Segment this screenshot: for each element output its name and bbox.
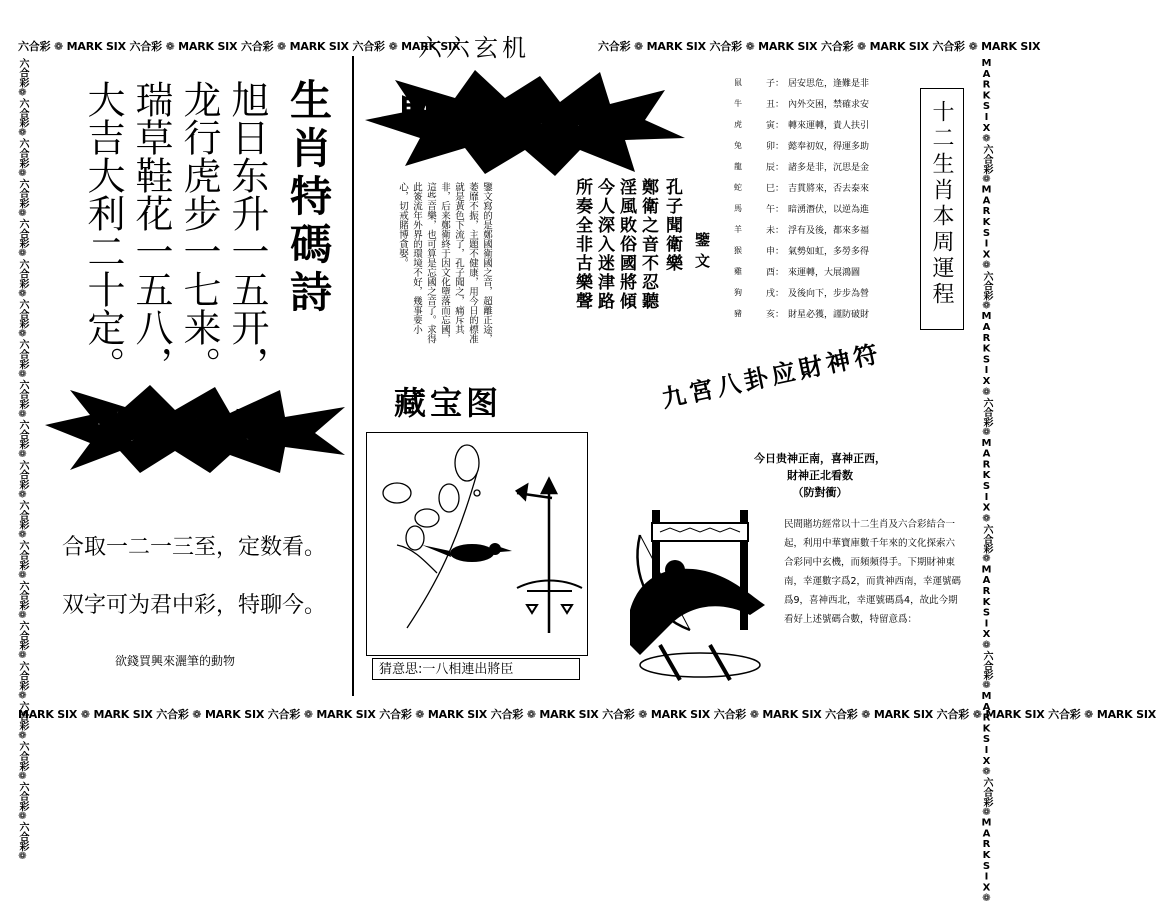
horseman-archer-icon bbox=[600, 505, 776, 690]
zodiac-row bbox=[734, 93, 910, 113]
zodiac-fortune: 吉貫將來，否去泰來 bbox=[788, 183, 870, 194]
gods-line-3: （防對衝） bbox=[792, 486, 848, 499]
flower-branch-icon bbox=[383, 445, 480, 628]
border-strip-left: 六合彩❁六合彩❁六合彩❁六合彩❁六合彩❁六合彩❁六合彩❁六合彩❁六合彩❁六合彩❁六合彩❁六合彩❁六合彩❁六合彩❁六合彩❁六合彩❁六合彩❁六合彩❁六合彩❁六合彩❁ bbox=[17, 58, 28, 863]
poem-line-4: 大吉大利二十定。 bbox=[81, 80, 125, 384]
arrow-icon bbox=[517, 479, 556, 633]
border-strip-top: 六合彩 ❁ MARK SIX 六合彩 ❁ MARK SIX 六合彩 ❁ MARK SIX 六合彩 ❁ MARK SIX bbox=[18, 40, 461, 53]
rooster-icon: 雞 bbox=[734, 266, 742, 276]
zodiac-row bbox=[734, 177, 910, 197]
zodiac-branch: 未： bbox=[766, 225, 785, 236]
bagua-title: 九宮八卦应財神符 bbox=[659, 338, 885, 414]
bird-icon bbox=[422, 543, 512, 562]
verse-commentary: 鑒文寫的是鄭國衛國之音，超離正途，萎靡不振，主題不健康，用今日的標准就是黃色下流了，孔子聞之，痛斥其非，后来鄭衛終于因文化墮落而忘國，這些音樂，也可算是忘國之音了。求得此簽流年外界的環境不好，幾事要小心，切戒賭博貪娶。 bbox=[397, 182, 492, 344]
ox-icon: 牛 bbox=[734, 98, 742, 108]
win-money-label: 一句贏錢訣 bbox=[70, 408, 255, 448]
zodiac-fortune: 轉來運轉，貴人扶引 bbox=[788, 120, 870, 131]
zodiac-branch: 丑： bbox=[766, 99, 785, 110]
gods-line-1: 今日贵神正南，喜神正西， bbox=[754, 452, 886, 465]
treasure-illustration bbox=[367, 433, 587, 655]
zodiac-branch: 酉： bbox=[766, 267, 785, 278]
weekly-fortune-title: 十二生肖本周運程 bbox=[929, 100, 954, 308]
verse-line-1: 鄭衛之音不忍聽 bbox=[638, 178, 658, 311]
win-money-line-1: 合取一二一三至，定数看。 bbox=[62, 535, 327, 560]
border-strip-bottom: MARK SIX ❁ MARK SIX 六合彩 ❁ MARK SIX 六合彩 ❁ MARK SIX 六合彩 ❁ MARK SIX 六合彩 ❁ MARK SIX 六合彩 ❁ MARK SIX 六合彩 ❁ MARK SIX 六合彩 ❁ MARK SIX 六合彩 ❁ MARK SIX 六合彩 ❁ MARK SIX bbox=[18, 708, 1156, 721]
zodiac-fortune: 浮有及後，都來多福 bbox=[788, 225, 870, 236]
zodiac-branch: 辰： bbox=[766, 162, 785, 173]
wealth-bag-label: 財神錦囊 bbox=[400, 94, 624, 134]
rat-icon: 鼠 bbox=[734, 77, 742, 87]
zodiac-fortune: 暗湧潛伏，以逆為進 bbox=[788, 204, 870, 215]
bagua-article: 民間賭坊經常以十二生肖及六合彩結合一起，利用中華寶庫數千年來的文化探索六合彩同中玄機，而頻頻得手。下期財神東南，幸運數字爲2，而貴神西南，幸運號碼爲9，喜神西北，幸運號碼爲4，故此今期看好上述號碼合數，特留意爲： bbox=[784, 519, 962, 625]
verse-heading: 孔子聞衛樂 bbox=[662, 178, 682, 273]
zodiac-fortune: 諸多是非，沉思是金 bbox=[788, 162, 870, 173]
zodiac-row bbox=[734, 219, 910, 239]
zodiac-fortune: 來運轉，大展鴻圖 bbox=[788, 267, 861, 278]
zodiac-branch: 卯： bbox=[766, 141, 785, 152]
zodiac-branch: 寅： bbox=[766, 120, 785, 131]
zodiac-fortune: 及後向下，步步為營 bbox=[788, 288, 870, 299]
zodiac-table bbox=[734, 72, 910, 330]
goat-icon: 羊 bbox=[734, 224, 742, 234]
snake-icon: 蛇 bbox=[734, 182, 742, 192]
dog-icon: 狗 bbox=[734, 287, 742, 297]
gods-line-2: 財神正北看数 bbox=[787, 469, 853, 482]
zodiac-row bbox=[734, 282, 910, 302]
warrior-illustration bbox=[600, 505, 776, 690]
jianwen-label: 鑒文 bbox=[693, 232, 711, 274]
zodiac-fortune: 財星必獲，謹防破財 bbox=[788, 309, 870, 320]
zodiac-branch: 亥： bbox=[766, 309, 785, 320]
column-divider bbox=[352, 56, 354, 696]
zodiac-row bbox=[734, 240, 910, 260]
rabbit-icon: 兔 bbox=[734, 140, 742, 150]
zodiac-row bbox=[734, 156, 910, 176]
zodiac-branch: 戌： bbox=[766, 288, 785, 299]
zodiac-fortune: 內外交困，禁確求安 bbox=[788, 99, 870, 110]
zodiac-row bbox=[734, 114, 910, 134]
gods-directions bbox=[710, 450, 930, 501]
zodiac-branch: 巳： bbox=[766, 183, 785, 194]
zodiac-row bbox=[734, 198, 910, 218]
monkey-icon: 猴 bbox=[734, 245, 742, 255]
poem-line-2: 龙行虎步一七来。 bbox=[177, 80, 221, 384]
poem-line-1: 旭日东升一五开， bbox=[225, 80, 269, 384]
verse-line-3: 今人深入迷津路 bbox=[594, 178, 614, 311]
zodiac-branch: 子： bbox=[766, 78, 785, 89]
page-title: 六六玄机 bbox=[418, 34, 530, 62]
win-money-caption: 欲錢買興來灑筆的動物 bbox=[115, 654, 236, 668]
zodiac-branch: 申： bbox=[766, 246, 785, 257]
zodiac-row bbox=[734, 72, 910, 92]
pig-icon: 豬 bbox=[734, 308, 742, 318]
poem-title: 生肖特碼詩 bbox=[284, 78, 333, 318]
dragon-icon: 龍 bbox=[734, 161, 742, 171]
tiger-icon: 虎 bbox=[734, 119, 742, 129]
border-strip-right: MARKSIX❁六合彩❁MARKSIX❁六合彩❁MARKSIX❁六合彩❁MARKSIX❁六合彩❁MARKSIX❁六合彩❁MARKSIX❁六合彩❁MARKSIX❁ bbox=[981, 58, 992, 904]
poem-line-3: 瑞草鞋花一五八， bbox=[129, 80, 173, 384]
treasure-clue: 猜意思:一八相連出將臣 bbox=[372, 658, 580, 680]
zodiac-fortune: 氣勢如虹，多勞多得 bbox=[788, 246, 870, 257]
verse-line-4: 所奏全非古樂聲 bbox=[572, 178, 592, 311]
zodiac-row bbox=[734, 135, 910, 155]
zodiac-fortune: 懿奉初奴，得運多助 bbox=[788, 141, 870, 152]
border-strip-top-right: 六合彩 ❁ MARK SIX 六合彩 ❁ MARK SIX 六合彩 ❁ MARK SIX 六合彩 ❁ MARK SIX bbox=[598, 40, 1041, 53]
zodiac-row bbox=[734, 261, 910, 281]
zodiac-branch: 午： bbox=[766, 204, 785, 215]
verse-line-2: 淫風敗俗國將傾 bbox=[616, 178, 636, 311]
zodiac-row bbox=[734, 303, 910, 323]
horse-icon: 馬 bbox=[734, 203, 742, 213]
treasure-map bbox=[366, 432, 588, 656]
win-money-line-2: 双字可为君中彩，特聊今。 bbox=[62, 593, 327, 618]
zodiac-fortune: 居安思危，逢難是非 bbox=[788, 78, 870, 89]
treasure-title: 藏宝图 bbox=[394, 384, 503, 422]
